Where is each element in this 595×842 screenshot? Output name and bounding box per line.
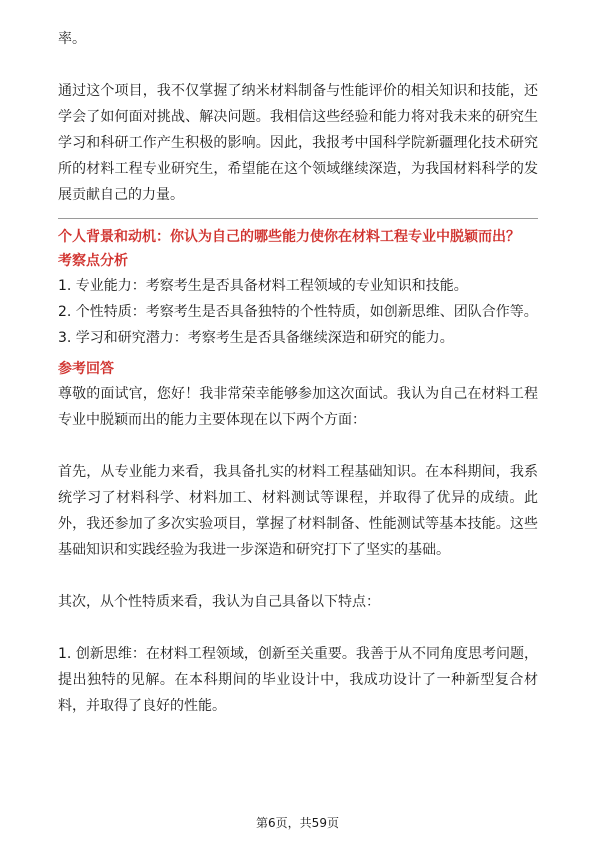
analysis-item: 2. 个性特质：考察考生是否具备独特的个性特质，如创新思维、团队合作等。 [58,304,538,320]
section-divider [58,218,538,219]
answer-title: 参考回答 [58,361,114,377]
answer-paragraph: 其次，从个性特质来看，我认为自己具备以下特点： [58,594,380,610]
analysis-item: 3. 学习和研究潜力：考察考生是否具备继续深造和研究的能力。 [58,330,454,346]
page-content [58,26,538,719]
answer-paragraph: 尊敬的面试官，您好！我非常荣幸能够参加这次面试。我认为自己在材料工程专业中脱颖而出的能力主要体现在以下两个方面： [58,386,538,428]
answer-paragraph: 首先，从专业能力来看，我具备扎实的材料工程基础知识。在本科期间，我系统学习了材料科学、材料加工、材料测试等课程，并取得了优异的成绩。此外，我还参加了多次实验项目，掌握了材料制备、性能测试等基本技能。这些基础知识和实践经验为我进一步深造和研究打下了坚实的基础。 [58,464,538,558]
intro-paragraph: 通过这个项目，我不仅掌握了纳米材料制备与性能评价的相关知识和技能，还学会了如何面对挑战、解决问题。我相信这些经验和能力将对我未来的研究生学习和科研工作产生积极的影响。因此，我报考中国科学院新疆理化技术研究所的材料工程专业研究生，希望能在这个领域继续深造，为我国材料科学的发展贡献自己的力量。 [58,83,538,203]
answer-paragraph: 1. 创新思维：在材料工程领域，创新至关重要。我善于从不同角度思考问题，提出独特的见解。在本科期间的毕业设计中，我成功设计了一种新型复合材料，并取得了良好的性能。 [58,646,538,714]
analysis-item: 1. 专业能力：考察考生是否具备材料工程领域的专业知识和技能。 [58,278,468,294]
question-heading: 个人背景和动机：你认为自己的哪些能力使你在材料工程专业中脱颖而出？ [58,229,520,245]
top-fragment: 率。 [58,31,86,47]
page-footer: 第6页，共59页 [256,816,339,830]
analysis-title: 考察点分析 [58,253,128,269]
